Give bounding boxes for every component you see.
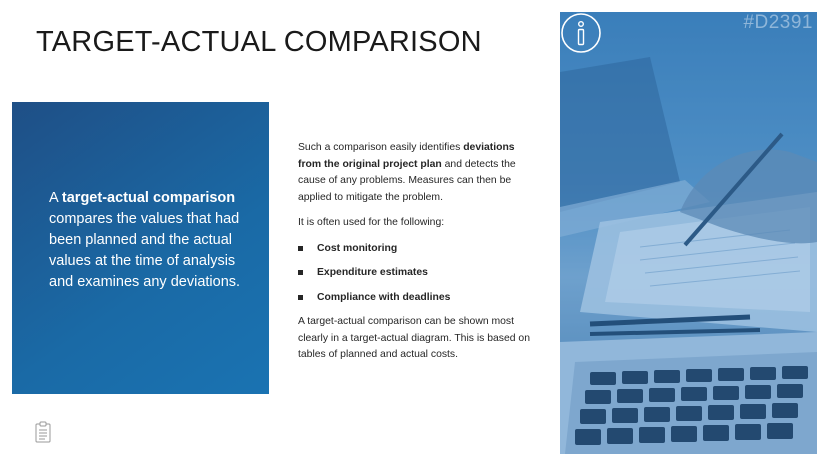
info-icon — [560, 12, 602, 54]
bullet-icon — [298, 295, 303, 300]
bullet-icon — [298, 246, 303, 251]
image-tag: #D2391 — [743, 12, 813, 33]
intro-bold-term: target-actual comparison — [61, 190, 236, 206]
list-item-label: Compliance with deadlines — [317, 291, 451, 303]
photo-panel — [560, 12, 817, 454]
p1-bold: deviations from the original project plan — [298, 142, 515, 170]
intro-box — [12, 102, 269, 394]
list-item-label: Expenditure estimates — [317, 267, 428, 278]
list-item — [298, 241, 530, 258]
clipboard-icon[interactable] — [35, 421, 51, 443]
p1-suffix: and detects the cause of any problems. Measures can then be applied to mitigate the problem. — [298, 158, 516, 203]
intro-prefix: A — [49, 190, 62, 206]
page-title: TARGET-ACTUAL COMPARISON — [36, 26, 482, 58]
paragraph-1 — [298, 140, 530, 206]
desk-photo — [560, 12, 817, 454]
list-item — [298, 290, 530, 307]
list-item-label: Cost monitoring — [317, 242, 398, 254]
paragraph-3: A target-actual comparison can be shown most clearly in a target-actual diagram. This is based on tables of planned and actual costs. — [298, 316, 530, 360]
intro-text — [49, 188, 249, 293]
bullet-icon — [298, 270, 303, 275]
list-item — [298, 265, 530, 282]
paragraph-2: It is often used for the following: — [298, 217, 445, 228]
body-text — [298, 140, 530, 373]
intro-rest: compares the values that had been planned and the actual values at the time of analysis and examines any deviations. — [49, 211, 241, 290]
p1-prefix: Such a comparison easily identifies — [298, 142, 464, 153]
usage-list — [298, 241, 530, 307]
